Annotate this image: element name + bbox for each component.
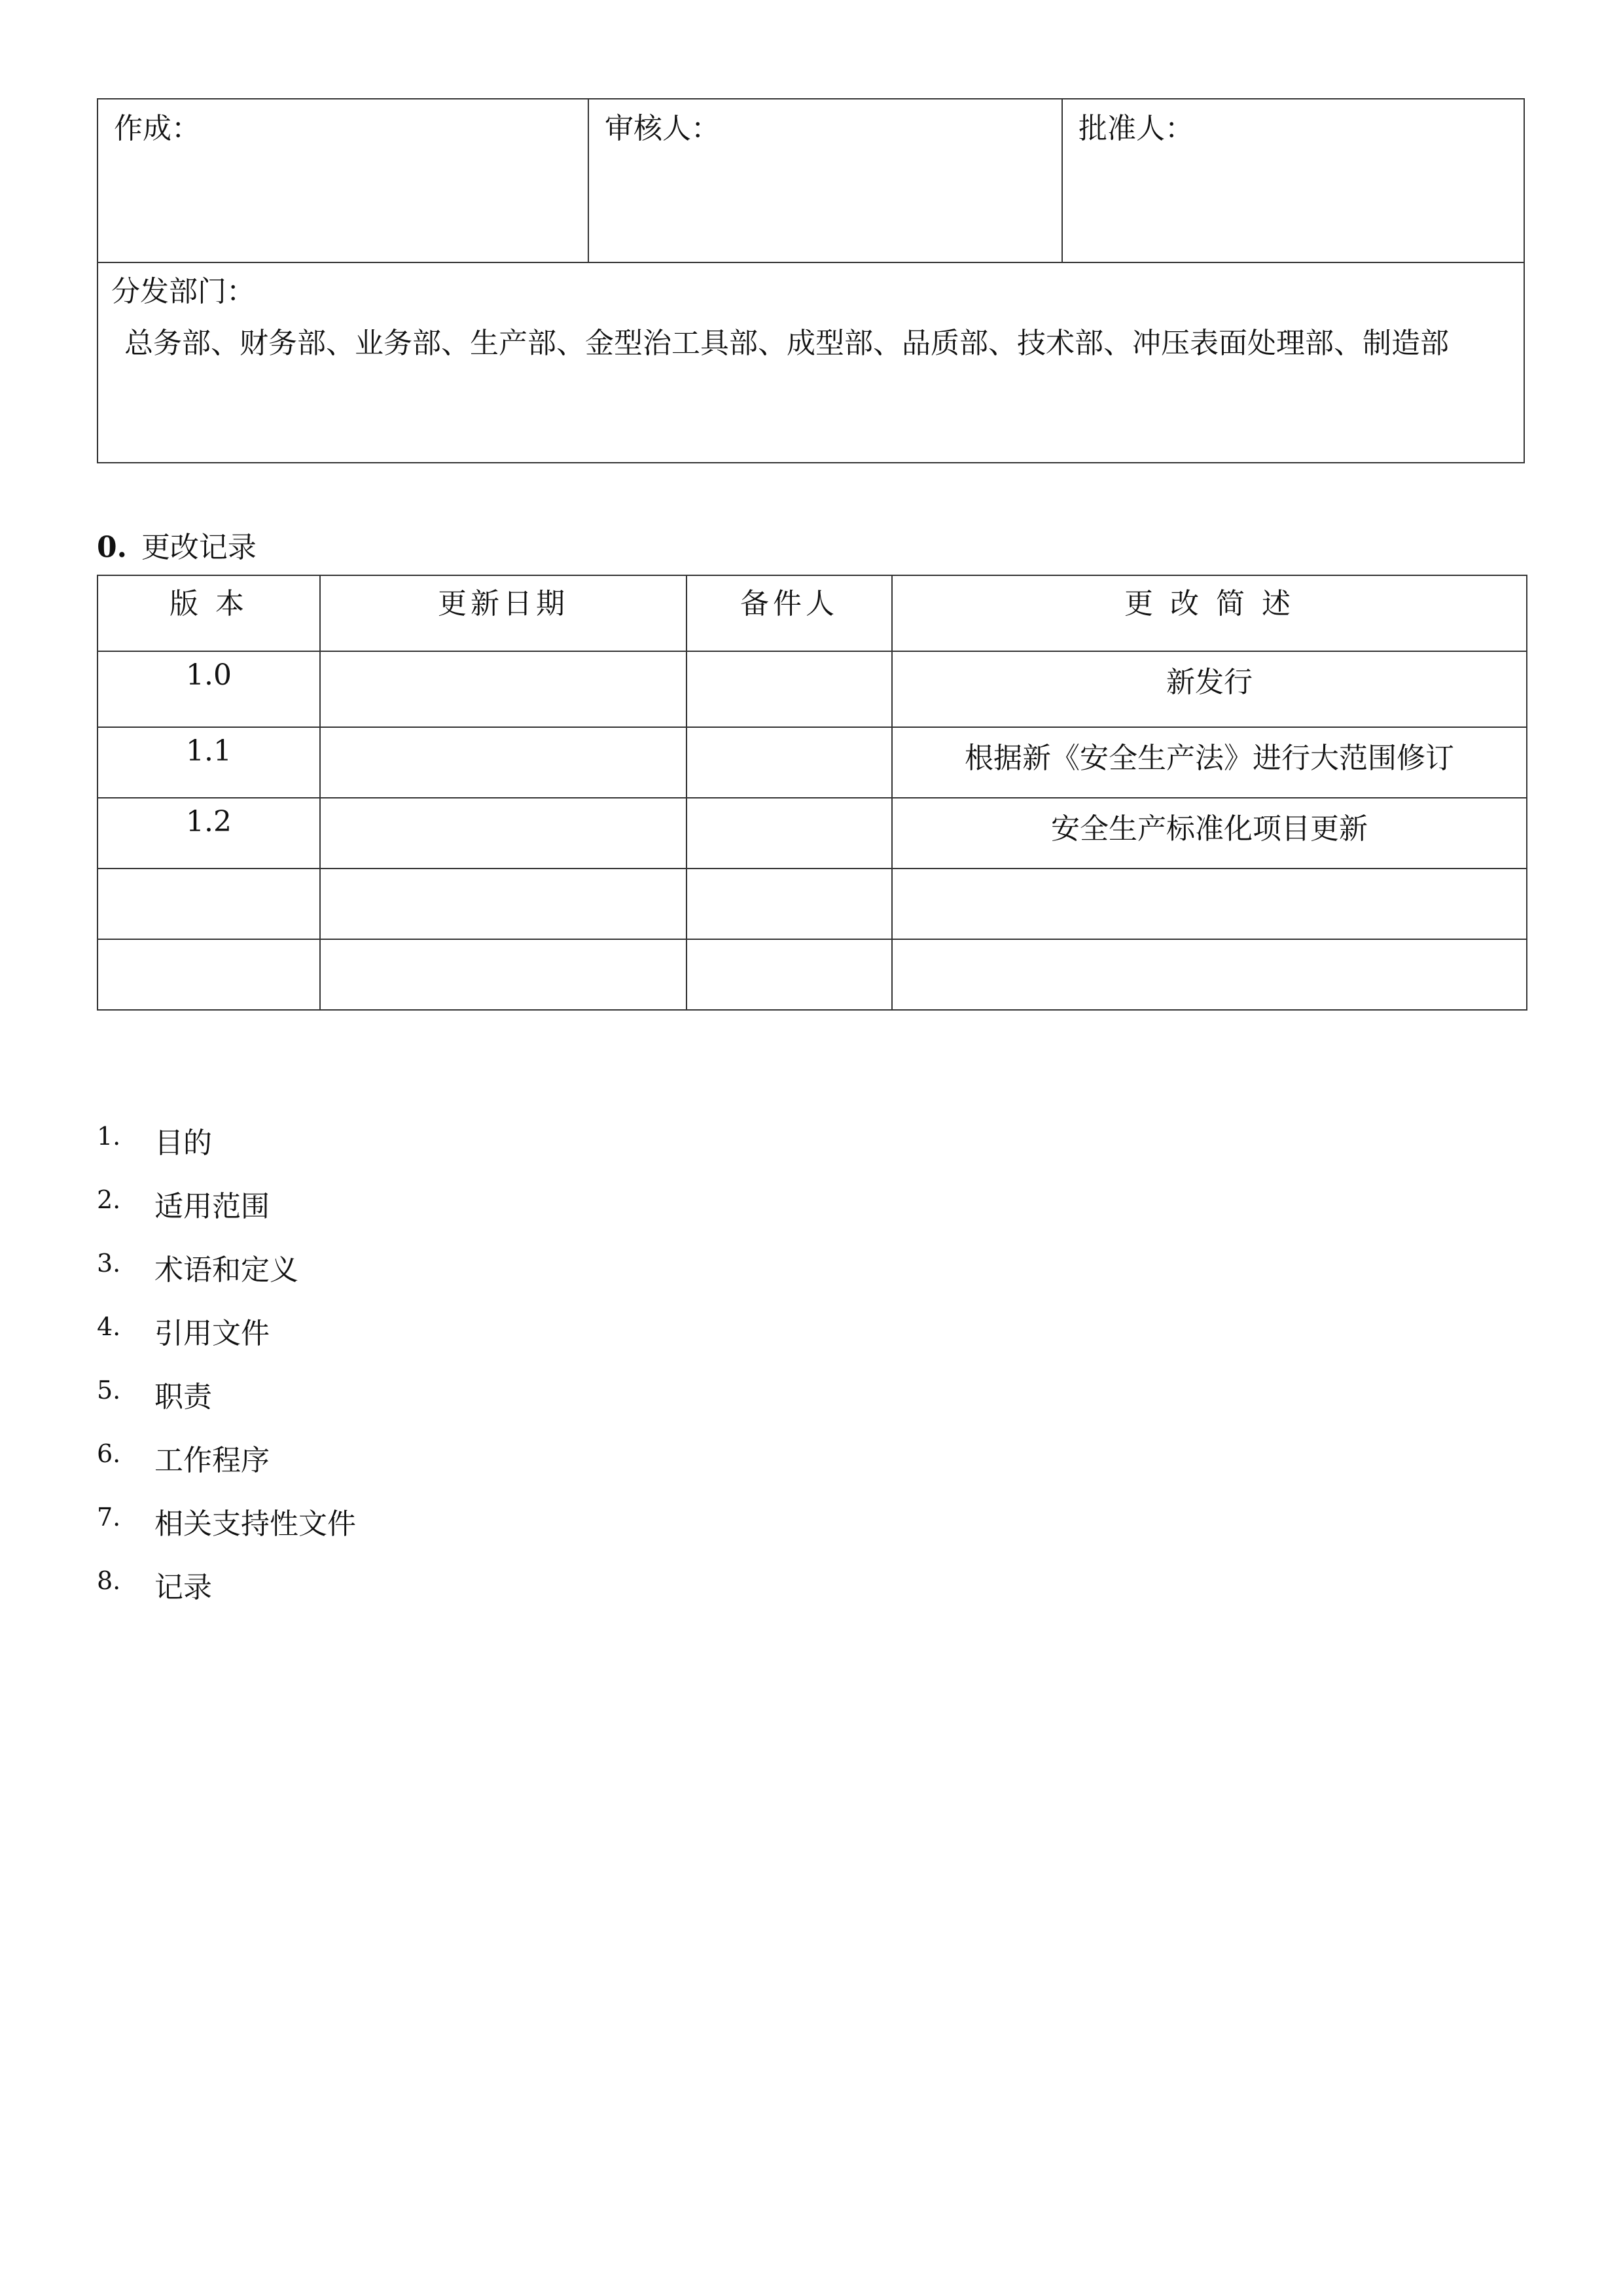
- list-item: [97, 1119, 356, 1183]
- list-item: [97, 1246, 356, 1310]
- list-item: [97, 1183, 356, 1246]
- summary-cell: [892, 869, 1527, 939]
- table-row: [98, 798, 1527, 869]
- table-row: [98, 939, 1527, 1010]
- toc-number: 8.: [97, 1566, 121, 1595]
- version-cell: [98, 939, 320, 1010]
- header-version: 版 本: [98, 575, 320, 651]
- approver-cell: [1062, 99, 1524, 262]
- reviewer-label: 审核人：: [605, 112, 720, 145]
- person-cell: [687, 727, 892, 798]
- date-cell: [320, 727, 687, 798]
- section-title: 更改记录: [141, 531, 257, 564]
- table-of-contents: [97, 1119, 356, 1627]
- summary-cell: 新发行: [892, 651, 1527, 727]
- header-date: 更新日期: [320, 575, 687, 651]
- header-summary: 更 改 简 述: [892, 575, 1527, 651]
- toc-number: 4.: [97, 1312, 121, 1341]
- distribution-label: 分发部门：: [111, 275, 255, 308]
- toc-title: 术语和定义: [154, 1253, 298, 1287]
- person-cell: [687, 869, 892, 939]
- reviewer-cell: [588, 99, 1062, 262]
- version-cell: 1.2: [98, 798, 320, 869]
- toc-number: 1.: [97, 1122, 121, 1151]
- person-cell: [687, 651, 892, 727]
- list-item: [97, 1500, 356, 1564]
- summary-cell: 根据新《安全生产法》进行大范围修订: [892, 727, 1527, 798]
- summary-cell: 安全生产标准化项目更新: [892, 798, 1527, 869]
- toc-title: 适用范围: [154, 1190, 270, 1223]
- person-cell: [687, 939, 892, 1010]
- distribution-list: 总务部、财务部、业务部、生产部、金型治工具部、成型部、品质部、技术部、冲压表面处理部、制造部: [124, 327, 1449, 360]
- list-item: [97, 1310, 356, 1373]
- list-item: [97, 1373, 356, 1437]
- summary-cell: [892, 939, 1527, 1010]
- toc-title: 记录: [154, 1571, 212, 1604]
- toc-title: 工作程序: [154, 1444, 270, 1477]
- toc-number: 3.: [97, 1249, 121, 1278]
- toc-number: 5.: [97, 1376, 121, 1405]
- date-cell: [320, 651, 687, 727]
- revision-table: [97, 575, 1527, 1011]
- author-cell: [98, 99, 588, 262]
- toc-title: 相关支持性文件: [154, 1507, 356, 1541]
- person-cell: [687, 798, 892, 869]
- toc-number: 6.: [97, 1439, 121, 1468]
- approver-label: 批准人：: [1079, 112, 1194, 145]
- header-person: 备件人: [687, 575, 892, 651]
- list-item: [97, 1437, 356, 1500]
- toc-number: 2.: [97, 1185, 121, 1214]
- section-number: 0.: [97, 531, 127, 564]
- version-cell: 1.1: [98, 727, 320, 798]
- distribution-cell: [98, 262, 1524, 463]
- toc-title: 职责: [154, 1380, 212, 1414]
- toc-number: 7.: [97, 1503, 121, 1532]
- list-item: [97, 1564, 356, 1627]
- date-cell: [320, 798, 687, 869]
- table-row: [98, 727, 1527, 798]
- table-row: [98, 869, 1527, 939]
- version-cell: [98, 869, 320, 939]
- toc-title: 目的: [154, 1126, 212, 1160]
- date-cell: [320, 939, 687, 1010]
- revision-section-heading: [97, 524, 257, 565]
- author-label: 作成：: [114, 112, 200, 145]
- revision-header-row: [98, 575, 1527, 651]
- toc-title: 引用文件: [154, 1317, 270, 1350]
- version-cell: 1.0: [98, 651, 320, 727]
- table-row: [98, 651, 1527, 727]
- date-cell: [320, 869, 687, 939]
- signoff-table: [97, 98, 1525, 463]
